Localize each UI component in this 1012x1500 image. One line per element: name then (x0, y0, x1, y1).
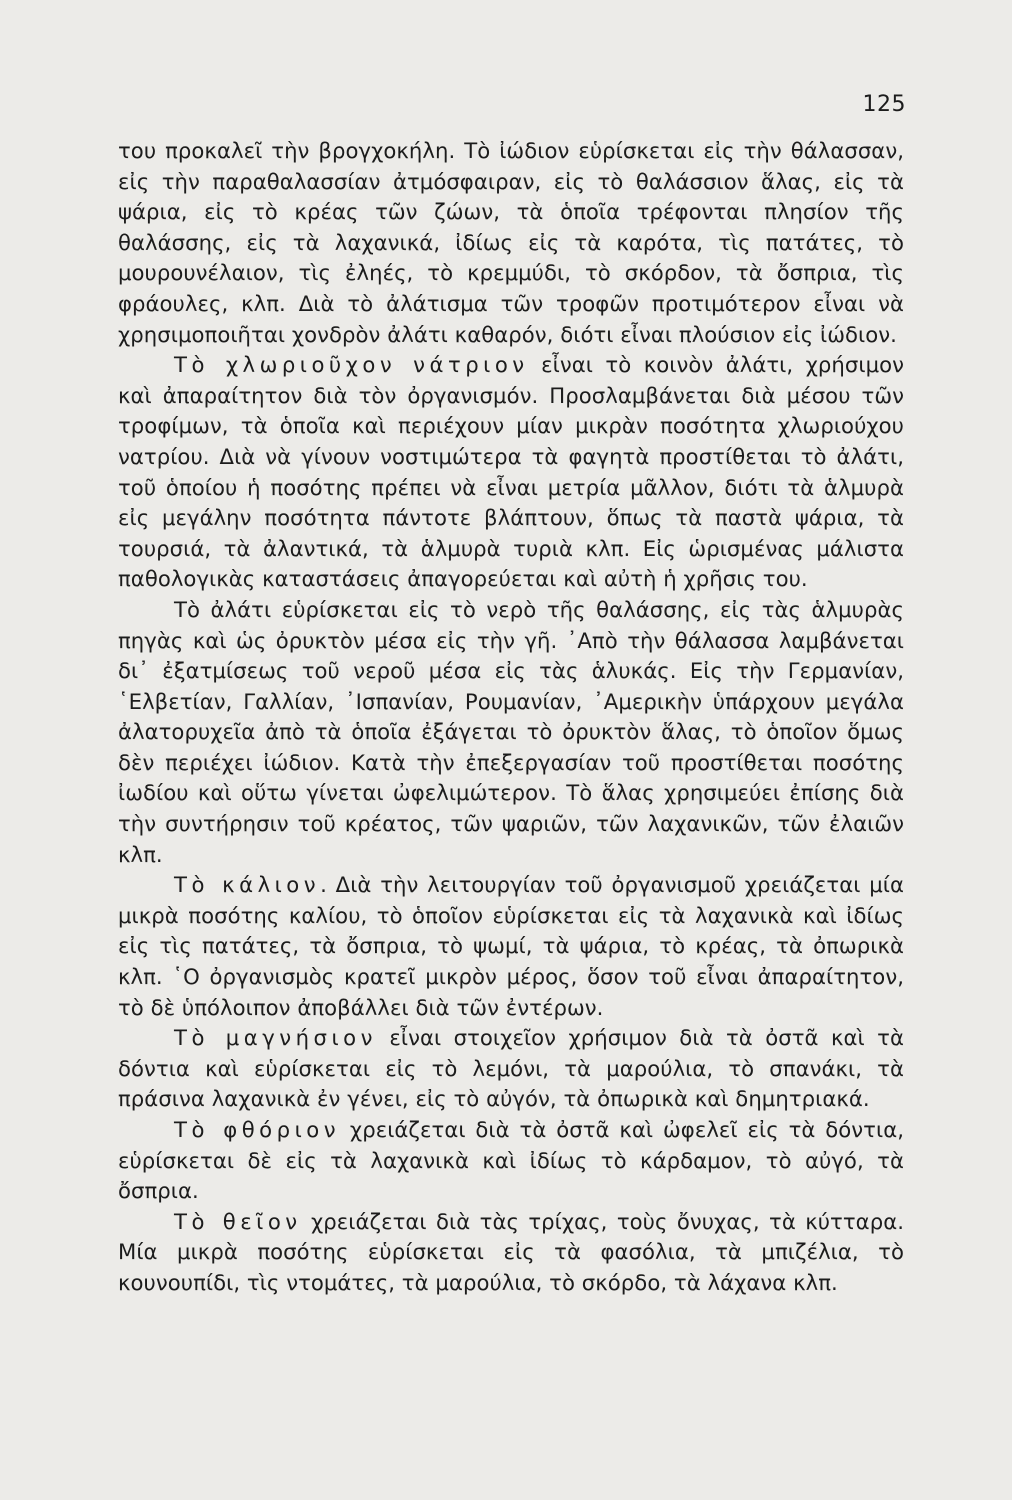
paragraph-text: εἶναι τὸ κοινὸν ἀλάτι, χρήσιμον καὶ ἀπαραίτητον διὰ τὸν ὀργανισμόν. Προσλαμβάνεται διὰ μέσου τῶν τροφίμων, τὰ ὁποῖα καὶ περιέχουν μίαν μικρὰν ποσότητα χλωριούχου νατρίου. Διὰ νὰ γίνουν νοστιμώτερα τὰ φαγητὰ προστίθεται τὸ ἀλάτι, τοῦ ὁποίου ἡ ποσότης πρέπει νὰ εἶναι μετρία μᾶλλον, διότι τὰ ἁλμυρὰ εἰς μεγάλην ποσότητα πάντοτε βλάπτουν, ὅπως τὰ παστὰ ψάρια, τὰ τουρσιά, τὰ ἀλαντικά, τὰ ἁλμυρὰ τυριὰ κλπ. Εἰς ὡρισμένας μάλιστα παθολογικὰς καταστάσεις ἀπαγορεύεται καὶ αὐτὴ ἡ χρῆσις του. (118, 352, 905, 592)
paragraph-text: χρειάζεται διὰ τὰς τρίχας, τοὺς ὄνυχας, τὰ κύτταρα. Μία μικρὰ ποσότης εὑρίσκεται εἰς τὰ φασόλια, τὰ μπιζέλια, τὸ κουνουπίδι, τὶς ντομάτες, τὰ μαρούλια, τὸ σκόρδο, τὰ λάχανα κλπ. (118, 1208, 904, 1295)
paragraph (118, 870, 904, 1023)
paragraph-text: . Διὰ τὴν λειτουργίαν τοῦ ὀργανισμοῦ χρειάζεται μία μικρὰ ποσότης καλίου, τὸ ὁποῖον εὑρίσκεται εἰς τὰ λαχανικὰ καὶ ἰδίως εἰς τὶς πατάτες, τὰ ὄσπρια, τὸ ψωμί, τὰ ψάρια, τὸ κρέας, τὰ ὀπωρικὰ κλπ. ῾Ο ὀργανισμὸς κρατεῖ μικρὸν μέρος, ὅσον τοῦ εἶναι ἀπαραίτητον, τὸ δὲ ὑπόλοιπον ἀποβάλλει διὰ τῶν ἐντέρων. (118, 872, 904, 1020)
paragraph-text: Τὸ ἀλάτι εὑρίσκεται εἰς τὸ νερὸ τῆς θαλάσσης, εἰς τὰς ἁλμυρὰς πηγὰς καὶ ὡς ὀρυκτὸν μέσα εἰς τὴν γῆ. ᾿Απὸ τὴν θάλασσα λαμβάνεται δι᾿ ἐξατμίσεως τοῦ νεροῦ μέσα εἰς τὰς ἁλυκάς. Εἰς τὴν Γερμανίαν, ῾Ελβετίαν, Γαλλίαν, ᾿Ισπανίαν, Ρουμανίαν, ᾿Αμερικὴν ὑπάρχουν μεγάλα ἀλατορυχεῖα ἀπὸ τὰ ὁποῖα ἐξάγεται τὸ ὀρυκτὸν ἅλας, τὸ ὁποῖον ὅμως δὲν περιέχει ἰώδιον. Κατὰ τὴν ἐπεξεργασίαν τοῦ προστίθεται ποσότης ἰωδίου καὶ οὕτω γίνεται ὠφελιμώτερον. Τὸ ἅλας χρησιμεύει ἐπίσης διὰ τὴν συντήρησιν τοῦ κρέατος, τῶν ψαριῶν, τῶν λαχανικῶν, τῶν ἐλαιῶν κλπ. (118, 596, 904, 867)
paragraph (118, 595, 904, 870)
term-heading: Τὸ χλωριοῦχον νάτριον (174, 352, 529, 378)
term-heading: Τὸ φθόριον (174, 1117, 341, 1142)
term-heading: Τὸ θεῖον (174, 1208, 302, 1234)
paragraph (118, 136, 904, 350)
paragraph (118, 350, 904, 595)
paragraph (118, 1207, 904, 1299)
page-body (118, 136, 904, 1299)
paragraph (118, 1115, 904, 1207)
paragraph (118, 1023, 904, 1115)
term-heading: Τὸ κάλιον (174, 872, 321, 898)
page-number: 125 (862, 92, 906, 117)
paragraph-text: εἶναι στοιχεῖον χρήσιμον διὰ τὰ ὀστᾶ καὶ τὰ δόντια καὶ εὑρίσκεται εἰς τὸ λεμόνι, τὰ μαρούλια, τὸ σπανάκι, τὰ πράσινα λαχανικὰ ἐν γένει, εἰς τὸ αὐγόν, τὰ ὀπωρικὰ καὶ δημητριακά. (118, 1025, 904, 1112)
paragraph-text: του προκαλεῖ τὴν βρογχοκήλη. Τὸ ἰώδιον εὑρίσκεται εἰς τὴν θάλασσαν, εἰς τὴν παραθαλασσίαν ἀτμόσφαιραν, εἰς τὸ θαλάσσιον ἅλας, εἰς τὰ ψάρια, εἰς τὸ κρέας τῶν ζώων, τὰ ὁποῖα τρέφονται πλησίον τῆς θαλάσσης, εἰς τὰ λαχανικά, ἰδίως εἰς τὰ καρότα, τὶς πατάτες, τὸ μουρουνέλαιον, τὶς ἐληές, τὸ κρεμμύδι, τὸ σκόρδον, τὰ ὄσπρια, τὶς φράουλες, κλπ. Διὰ τὸ ἀλάτισμα τῶν τροφῶν προτιμότερον εἶναι νὰ χρησιμοποιῆται χονδρὸν ἀλάτι καθαρόν, διότι εἶναι πλούσιον εἰς ἰώδιον. (118, 138, 904, 347)
paragraph-text: χρειάζεται διὰ τὰ ὀστᾶ καὶ ὠφελεῖ εἰς τὰ δόντια, εὑρίσκεται δὲ εἰς τὰ λαχανικὰ καὶ ἰδίως τὸ κάρδαμον, τὸ αὐγό, τὰ ὄσπρια. (118, 1117, 905, 1204)
term-heading: Τὸ μαγνήσιον (174, 1025, 377, 1051)
